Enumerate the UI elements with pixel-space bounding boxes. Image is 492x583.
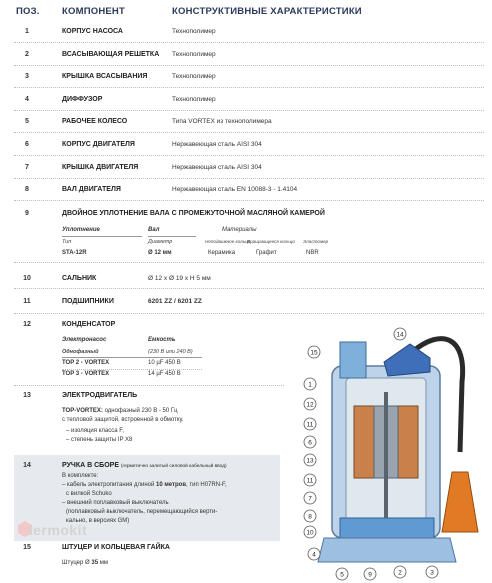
handle-bullet-1-cont: с вилкой Schuko bbox=[66, 491, 112, 497]
callout-label: 12 bbox=[306, 401, 314, 409]
cap-value-2: 14 µF 450 В bbox=[148, 371, 181, 377]
callout-label: 14 bbox=[396, 331, 404, 339]
row-num: 5 bbox=[25, 118, 29, 126]
sub-rotating-ring: Вращающееся кольцо bbox=[247, 239, 295, 244]
row-value: Технополимер bbox=[172, 95, 216, 103]
callout-label: 15 bbox=[310, 349, 318, 357]
row-num: 10 bbox=[23, 275, 31, 282]
motor-desc-1: TOP-VORTEX: однофазный 230 В - 50 Гц bbox=[62, 408, 178, 414]
sub-type: Тип bbox=[62, 239, 72, 245]
row-num: 9 bbox=[25, 210, 29, 217]
table-header bbox=[0, 0, 492, 22]
sub-fixed-ring: Неподвижное кольцо bbox=[205, 239, 251, 244]
shaft-underline bbox=[148, 236, 196, 237]
motor-shaft bbox=[384, 392, 388, 518]
row-name: КРЫШКА ВСАСЫВАНИЯ bbox=[62, 73, 148, 81]
pump-col-header: Электронасос bbox=[62, 337, 107, 343]
float-switch bbox=[442, 472, 478, 532]
row-value: Типа VORTEX из технополимера bbox=[172, 118, 272, 126]
seal-col-header: Уплотнение bbox=[62, 227, 100, 233]
callout-label: 10 bbox=[306, 529, 314, 537]
motor-bullet-2: – степень защиты IP X8 bbox=[66, 437, 133, 443]
row-value: Нержавеющая сталь AISI 304 bbox=[172, 163, 262, 171]
callout-label: 4 bbox=[312, 551, 316, 559]
row-value: Технополимер bbox=[172, 28, 216, 35]
callout-label: 11 bbox=[306, 477, 314, 485]
row-name: ВСАСЫВАЮЩАЯ РЕШЕТКА bbox=[62, 50, 160, 58]
callout-label: 2 bbox=[398, 569, 402, 577]
row-name: КОРПУС ДВИГАТЕЛЯ bbox=[62, 141, 135, 148]
separator bbox=[14, 132, 484, 133]
row-num: 6 bbox=[25, 141, 29, 148]
row-num: 7 bbox=[25, 163, 29, 171]
separator bbox=[14, 42, 484, 43]
sub-voltage: (230 В или 240 В) bbox=[148, 349, 193, 355]
seal-type: STA-12R bbox=[62, 250, 87, 256]
sub-phase: Однофазный bbox=[62, 349, 99, 355]
row-value: 6201 ZZ / 6201 ZZ bbox=[148, 298, 202, 305]
separator bbox=[14, 178, 484, 179]
row-num: 2 bbox=[25, 50, 29, 58]
separator bbox=[14, 155, 484, 156]
shaft-diameter: Ø 12 мм bbox=[148, 250, 172, 256]
callout-label: 8 bbox=[308, 513, 312, 521]
seal-underline bbox=[62, 236, 142, 237]
row-name: ШТУЦЕР И КОЛЬЦЕВАЯ ГАЙКА bbox=[62, 544, 170, 551]
row-name: ДИФФУЗОР bbox=[62, 95, 103, 103]
col-header-component: КОМПОНЕНТ bbox=[62, 6, 125, 17]
row-value: Ø 12 х Ø 19 х Н 5 мм bbox=[148, 275, 211, 282]
sub-diameter: Диаметр bbox=[148, 239, 173, 245]
separator bbox=[14, 288, 484, 289]
row-num: 11 bbox=[23, 298, 31, 305]
motor-bullet-1: – изоляция класса F, bbox=[66, 428, 124, 434]
row-value: Технополимер bbox=[172, 73, 216, 81]
outlet-fitting bbox=[340, 342, 366, 378]
motor-desc-2: с тепловой защитой, встроенной в обмотку. bbox=[62, 417, 184, 423]
pump-cutaway-diagram bbox=[292, 322, 492, 583]
separator bbox=[14, 65, 484, 66]
row-num: 4 bbox=[25, 95, 29, 103]
separator bbox=[14, 313, 484, 314]
callout-label: 1 bbox=[308, 381, 312, 389]
row-num: 14 bbox=[23, 462, 31, 469]
cap-underline bbox=[62, 357, 202, 358]
row-num: 8 bbox=[25, 186, 29, 194]
row-name: ДВОЙНОЕ УПЛОТНЕНИЕ ВАЛА С ПРОМЕЖУТОЧНОЙ МАСЛЯНОЙ КАМЕРОЙ bbox=[62, 210, 325, 217]
impeller-chamber bbox=[340, 518, 434, 538]
callout-label: 9 bbox=[368, 571, 372, 579]
handle bbox=[384, 344, 430, 376]
handle-bullet-2-cont2: кально, в версиях GM) bbox=[66, 518, 130, 524]
callout-label: 3 bbox=[430, 569, 434, 577]
handle-bullet-2-cont1: (поплавковый выключатель, перемещающийся верти- bbox=[66, 509, 218, 515]
fixed-ring-material: Керамика bbox=[208, 250, 236, 256]
row-name: ЭЛЕКТРОДВИГАТЕЛЬ bbox=[62, 392, 138, 399]
row-value: Нержавеющая сталь EN 10088-3 - 1.4104 bbox=[172, 186, 298, 194]
callout-label: 6 bbox=[308, 439, 312, 447]
separator bbox=[14, 385, 284, 386]
separator bbox=[14, 200, 484, 201]
callout-label: 13 bbox=[306, 457, 314, 465]
row-value: Нержавеющая сталь AISI 304 bbox=[172, 141, 262, 148]
cap-pump-1: TOP 2 - VORTEX bbox=[62, 360, 110, 366]
watermark-text: termokit bbox=[28, 522, 88, 538]
callout-label: 5 bbox=[340, 571, 344, 579]
shaft-col-header: Вал bbox=[148, 227, 160, 233]
handle-intro: В комплекте: bbox=[62, 473, 99, 479]
separator bbox=[14, 87, 484, 88]
col-header-specs: КОНСТРУКТИВНЫЕ ХАРАКТЕРИСТИКИ bbox=[172, 6, 362, 17]
col-header-pos: ПОЗ. bbox=[16, 6, 40, 17]
row-name: КРЫШКА ДВИГАТЕЛЯ bbox=[62, 163, 139, 171]
row-name: КОНДЕНСАТОР bbox=[62, 321, 116, 328]
row-name: САЛЬНИК bbox=[62, 275, 97, 282]
row-num: 3 bbox=[25, 73, 29, 81]
row-num: 15 bbox=[23, 544, 31, 551]
handle-bullet-1: – кабель электропитания длиной 10 метров, тип H07RN-F, bbox=[62, 482, 227, 488]
cap-row-sep bbox=[62, 369, 202, 370]
handle-bullet-2: – внешний поплавковый выключатель bbox=[62, 500, 169, 506]
materials-col-header: Материалы bbox=[222, 227, 257, 233]
row-name: ВАЛ ДВИГАТЕЛЯ bbox=[62, 186, 121, 194]
cap-value-1: 10 µF 450 В bbox=[148, 360, 181, 366]
elastomer-material: NBR bbox=[306, 250, 319, 256]
cap-pump-2: TOP 3 - VORTEX bbox=[62, 371, 110, 377]
row-name: ПОДШИПНИКИ bbox=[62, 298, 114, 305]
capacity-col-header: Емкость bbox=[148, 337, 176, 343]
rotating-ring-material: Графит bbox=[256, 250, 277, 256]
separator bbox=[14, 110, 484, 111]
callout-label: 11 bbox=[306, 421, 314, 429]
callout-label: 7 bbox=[308, 495, 312, 503]
sub-elastomer: Эластомер bbox=[303, 239, 329, 244]
pump-base bbox=[318, 538, 456, 562]
row-num: 1 bbox=[25, 28, 29, 35]
row-num: 13 bbox=[23, 392, 31, 399]
separator bbox=[14, 262, 484, 263]
row-value: Технополимер bbox=[172, 50, 216, 58]
row-name: КОРПУС НАСОСА bbox=[62, 28, 123, 35]
row-name: РАБОЧЕЕ КОЛЕСО bbox=[62, 118, 128, 126]
fitting-value: Штуцер Ø 35 мм bbox=[62, 560, 108, 566]
row-num: 12 bbox=[23, 321, 31, 328]
row-name: РУЧКА В СБОРЕ (герметично залитый силовой кабельный ввод) bbox=[62, 462, 227, 469]
